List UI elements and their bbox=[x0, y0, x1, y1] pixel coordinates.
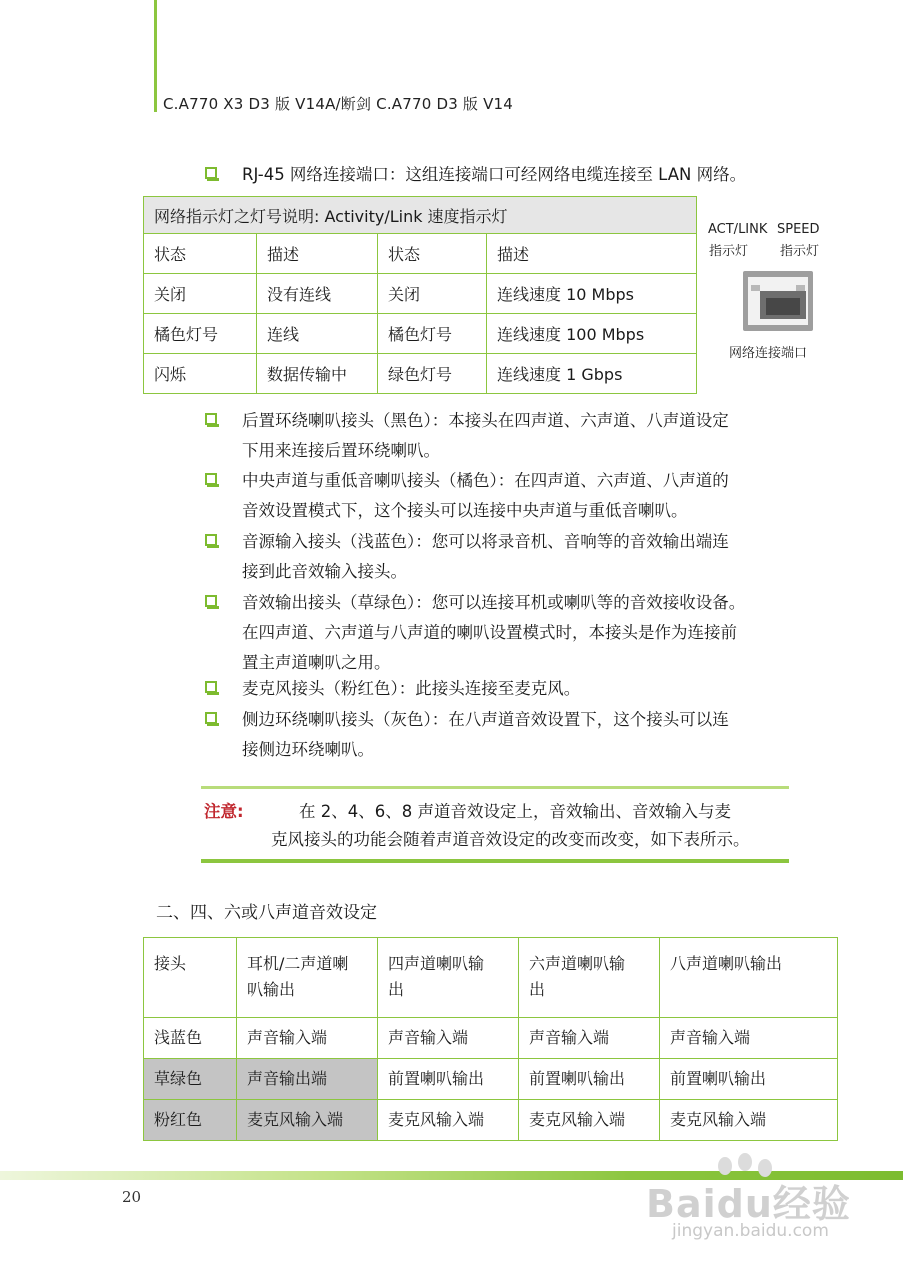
checkbox-bullet-icon bbox=[205, 473, 217, 485]
table-header-cell: 描述 bbox=[257, 234, 378, 274]
table-cell: 浅蓝色 bbox=[144, 1018, 237, 1059]
table-row bbox=[144, 314, 697, 354]
note-text-line-1: 在 2、4、6、8 声道音效设定上，音效输出、音效输入与麦 bbox=[299, 802, 731, 821]
table-cell: 声音输入端 bbox=[237, 1018, 378, 1059]
bullet-line: 在四声道、六声道与八声道的喇叭设置模式时，本接头是作为连接前 bbox=[242, 623, 737, 642]
table-cell: 连线速度 1 Gbps bbox=[487, 354, 697, 394]
bullet-line: 音效设置模式下，这个接头可以连接中央声道与重低音喇叭。 bbox=[242, 501, 688, 520]
bullet-line: 中央声道与重低音喇叭接头（橘色）：在四声道、六声道、八声道的 bbox=[242, 471, 729, 490]
watermark-main-text: Baidu经验 bbox=[646, 1182, 851, 1226]
table-cell: 橘色灯号 bbox=[378, 314, 487, 354]
table-cell: 声音输入端 bbox=[519, 1018, 660, 1059]
table-row bbox=[144, 1100, 838, 1141]
table-cell: 连线速度 100 Mbps bbox=[487, 314, 697, 354]
network-port-figure bbox=[706, 222, 836, 364]
header-line: 六声道喇叭输 bbox=[529, 954, 626, 973]
bullet-line: 置主声道喇叭之用。 bbox=[242, 653, 391, 672]
bullet-side-surround bbox=[205, 705, 805, 765]
table-cell: 草绿色 bbox=[144, 1059, 237, 1100]
note-box bbox=[201, 786, 789, 863]
note-label: 注意: bbox=[204, 802, 244, 821]
table-cell: 前置喇叭输出 bbox=[519, 1059, 660, 1100]
table-row bbox=[144, 1059, 838, 1100]
table-header-cell: 状态 bbox=[378, 234, 487, 274]
table-row bbox=[144, 354, 697, 394]
bullet-line: 麦克风接头（粉红色）：此接头连接至麦克风。 bbox=[242, 679, 581, 698]
speed-indicator-label: 指示灯 bbox=[780, 244, 820, 259]
bullet-text: RJ-45 网络连接端口：这组连接端口可经网络电缆连接至 LAN 网络。 bbox=[242, 165, 747, 184]
header-line: 八声道喇叭输出 bbox=[670, 954, 783, 973]
table-cell: 橘色灯号 bbox=[144, 314, 257, 354]
speed-label: SPEED bbox=[777, 222, 820, 237]
act-link-indicator-label: 指示灯 bbox=[709, 244, 749, 259]
table-cell: 绿色灯号 bbox=[378, 354, 487, 394]
table-cell: 连线 bbox=[257, 314, 378, 354]
table-cell: 关闭 bbox=[378, 274, 487, 314]
note-text-line-2: 克风接头的功能会随着声道音效设定的改变而改变，如下表所示。 bbox=[271, 830, 750, 849]
table-cell: 声音输出端 bbox=[237, 1059, 378, 1100]
table-header-cell bbox=[237, 938, 378, 1018]
bullet-center-subwoofer bbox=[205, 466, 805, 526]
table-row bbox=[144, 1018, 838, 1059]
page-number: 20 bbox=[122, 1188, 142, 1206]
checkbox-bullet-icon bbox=[205, 712, 217, 724]
table-cell: 粉红色 bbox=[144, 1100, 237, 1141]
act-led-icon bbox=[751, 285, 760, 291]
bullet-line: 接侧边环绕喇叭。 bbox=[242, 740, 374, 759]
rj45-port-icon bbox=[743, 271, 813, 331]
table-header-cell bbox=[144, 938, 237, 1018]
table-header-row bbox=[144, 938, 838, 1018]
table-cell: 数据传输中 bbox=[257, 354, 378, 394]
table-cell: 麦克风输入端 bbox=[378, 1100, 519, 1141]
page-header: C.A770 X3 D3 版 V14A/断剑 C.A770 D3 版 V14 bbox=[163, 95, 514, 113]
header-line: 出 bbox=[529, 980, 546, 999]
bullet-rear-surround bbox=[205, 406, 805, 466]
table-header-cell bbox=[378, 938, 519, 1018]
table-cell: 闪烁 bbox=[144, 354, 257, 394]
header-line: 耳机/二声道喇 bbox=[247, 954, 349, 973]
checkbox-bullet-icon bbox=[205, 167, 217, 179]
table-row bbox=[144, 274, 697, 314]
checkbox-bullet-icon bbox=[205, 534, 217, 546]
bullet-line: 音源输入接头（浅蓝色）：您可以将录音机、音响等的音效输出端连 bbox=[242, 532, 729, 551]
paw-icon bbox=[738, 1153, 752, 1171]
bullet-mic-in bbox=[205, 674, 805, 704]
header-line: 四声道喇叭输 bbox=[388, 954, 485, 973]
watermark-url-text: jingyan.baidu.com bbox=[672, 1221, 829, 1241]
table-header-cell: 状态 bbox=[144, 234, 257, 274]
table-cell: 麦克风输入端 bbox=[519, 1100, 660, 1141]
audio-channel-table bbox=[143, 937, 838, 1141]
checkbox-bullet-icon bbox=[205, 595, 217, 607]
checkbox-bullet-icon bbox=[205, 681, 217, 693]
bullet-line: 接到此音效输入接头。 bbox=[242, 562, 407, 581]
table-cell: 麦克风输入端 bbox=[237, 1100, 378, 1141]
table-header-cell bbox=[660, 938, 838, 1018]
table-header-cell bbox=[519, 938, 660, 1018]
table-cell: 声音输入端 bbox=[660, 1018, 838, 1059]
bullet-line-in bbox=[205, 527, 805, 587]
table-cell: 没有连线 bbox=[257, 274, 378, 314]
bullet-line: 侧边环绕喇叭接头（灰色）：在八声道音效设置下，这个接头可以连 bbox=[242, 710, 729, 729]
header-line: 接头 bbox=[154, 954, 187, 973]
section-title: 二、四、六或八声道音效设定 bbox=[156, 903, 377, 923]
bullet-line: 下用来连接后置环绕喇叭。 bbox=[242, 441, 440, 460]
checkbox-bullet-icon bbox=[205, 413, 217, 425]
act-link-label: ACT/LINK bbox=[708, 222, 768, 237]
table-cell: 声音输入端 bbox=[378, 1018, 519, 1059]
table-cell: 关闭 bbox=[144, 274, 257, 314]
baidu-watermark bbox=[640, 1155, 880, 1255]
table-cell: 连线速度 10 Mbps bbox=[487, 274, 697, 314]
header-line: 出 bbox=[388, 980, 405, 999]
table-caption: 网络指示灯之灯号说明: Activity/Link 速度指示灯 bbox=[144, 197, 697, 234]
table-header-cell: 描述 bbox=[487, 234, 697, 274]
bullet-line: 后置环绕喇叭接头（黑色）：本接头在四声道、六声道、八声道设定 bbox=[242, 411, 729, 430]
table-cell: 前置喇叭输出 bbox=[660, 1059, 838, 1100]
table-header-row bbox=[144, 234, 697, 274]
header-line: 叭输出 bbox=[247, 980, 296, 999]
bullet-line-out bbox=[205, 588, 805, 678]
table-cell: 麦克风输入端 bbox=[660, 1100, 838, 1141]
bullet-line: 音效输出接头（草绿色）：您可以连接耳机或喇叭等的音效接收设备。 bbox=[242, 593, 746, 612]
table-cell: 前置喇叭输出 bbox=[378, 1059, 519, 1100]
header-accent-line bbox=[154, 0, 157, 112]
network-indicator-table bbox=[143, 196, 697, 394]
figure-caption: 网络连接端口 bbox=[729, 346, 808, 361]
